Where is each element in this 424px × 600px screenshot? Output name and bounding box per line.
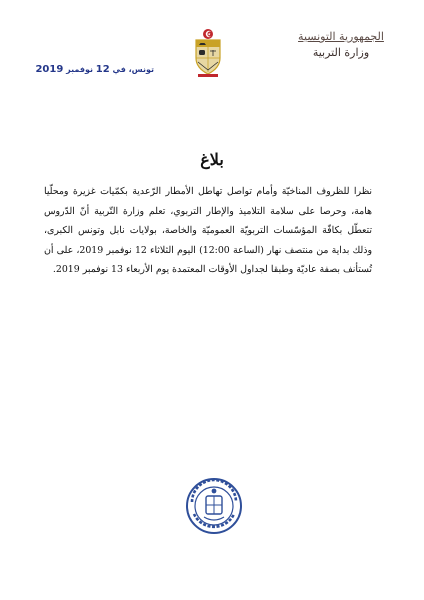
date-year: 2019 xyxy=(35,64,64,75)
date-day: 12 xyxy=(95,64,110,75)
body-paragraph: نظرا للظروف المناخيّة وأمام تواصل تهاطل الأمطار الرّعدية بكمّيات غزيرة ومحلّيا هامة، وحرصا على سلامة التلاميذ والإطار التربوي، تعلم وزارة التّربية أنّ الدّروس تتعطّل بكافّة المؤسّسات التربويّة العموميّة والخاصة، بولايات نابل وتونس الكبرى، وذلك بداية من منتصف نهار (الساعة 12:00) اليوم الثلاثاء 12 نوفمبر 2019، على أن تُستأنف بصفة عاديّة وطبقا لجداول الأوقات المعتمدة يوم الأربعاء 13 نوفمبر 2019. xyxy=(44,186,372,276)
tunisia-coat-of-arms-icon xyxy=(188,28,228,78)
place-prefix: تونس، في xyxy=(112,65,154,74)
letterhead xyxy=(296,30,386,59)
republic-name: الجمهورية التونسية xyxy=(298,30,384,43)
announcement-body xyxy=(44,182,372,280)
ministry-stamp-icon xyxy=(184,476,244,536)
date-month: نوفمبر xyxy=(66,65,93,74)
date-line xyxy=(35,64,154,75)
ministry-name: وزارة التربية xyxy=(312,46,370,59)
page-title: بلاغ xyxy=(200,150,224,169)
